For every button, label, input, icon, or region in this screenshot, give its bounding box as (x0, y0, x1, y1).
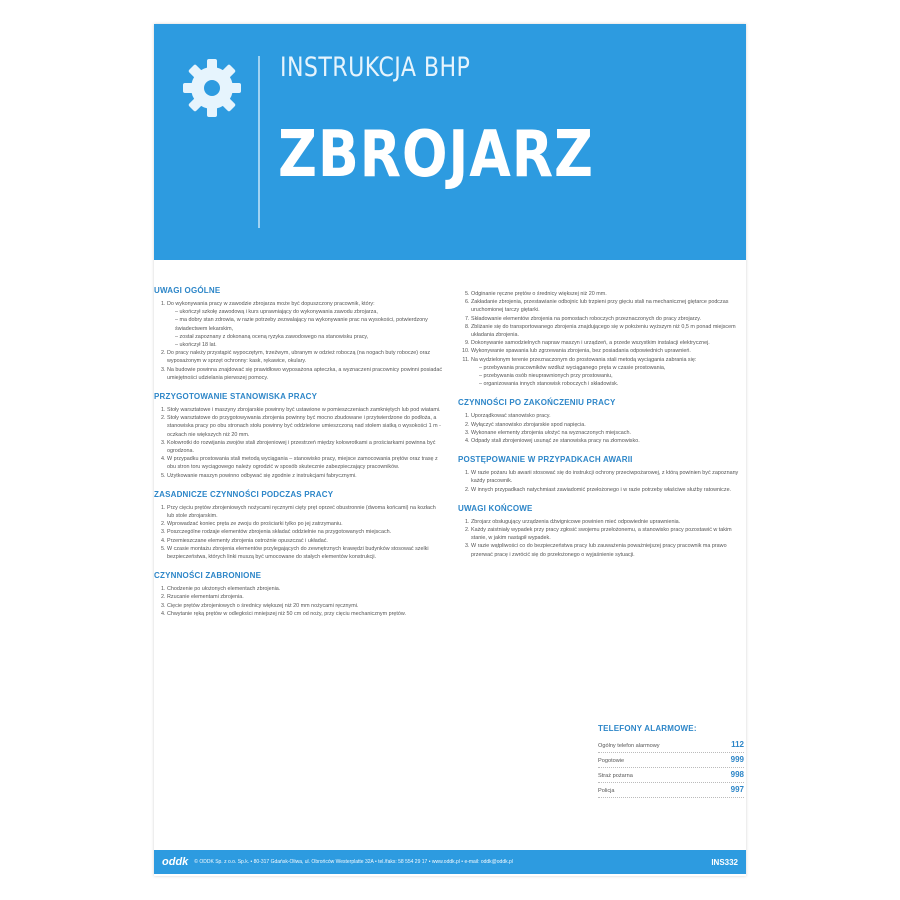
sub-item: – ukończył 18 lat. (175, 341, 444, 349)
list-item: 3. Wykonane elementy zbrojenia ułożyć na wyznaczonych miejscach. (471, 429, 744, 437)
phone-number: 998 (730, 770, 744, 779)
list-item: 2. Rzucanie elementami zbrojenia. (167, 593, 444, 601)
list-item: 5. Użytkowanie maszyn powinno odbywać się zgodnie z instrukcjami fabrycznymi. (167, 472, 444, 480)
list-item: 2. W innych przypadkach natychmiast zawiadomić przełożonego i w razie potrzeby właściwe służby ratownicze. (471, 486, 744, 494)
list-item: 3. Poszczególne rodzaje elementów zbrojenia składać oddzielnie na przygotowanych miejscach. (167, 528, 444, 536)
list-item: 3. W razie wątpliwości co do bezpieczeństwa pracy lub zauważenia poważniejszej pracy pracownik ma prawo przerwać pracę i zwrócić się do przełożonego o wyjaśnienie sytuacji. (471, 542, 744, 558)
list-forbidden-continued (458, 290, 744, 388)
list-item: 4. Przemieszczane elementy zbrojenia ostrożnie opuszczać i układać. (167, 537, 444, 545)
list-item: 3. Na budowie powinna znajdować się prawidłowo wyposażona apteczka, a wyznaczeni pracownicy powinni posiadać umiejętności udzielania pierwszej pomocy. (167, 366, 444, 382)
list-general (154, 300, 444, 382)
company-logo: oddk (162, 856, 189, 868)
sub-list (471, 364, 744, 389)
list-forbidden (154, 585, 444, 618)
left-column (154, 286, 444, 628)
list-item-text: Na wydzielonym terenie przeznaczonym do prostowania stali metodą wyciągania zabrania się: (471, 356, 697, 363)
footer-contact: © ODDK Sp. z o.o. Sp.k. • 80-317 Gdańsk-Oliwa, ul. Obrońców Westerplatte 32A • tel./faks: 58 554 29 17 • www.oddk.pl • e-mail: oddk@oddk.pl (194, 859, 513, 865)
list-item: 2. Do pracy należy przystąpić wypoczętym, trzeźwym, ubranym w odzież roboczą (na nogach buty robocze) oraz wyposażonym w sprzęt ochronny: kask, rękawice, okulary. (167, 349, 444, 365)
phone-row (598, 738, 744, 753)
gear-icon (180, 56, 244, 120)
list-item: 8. Zbliżanie się do transportowanego zbrojenia znajdującego się w położeniu wyższym niż 0,5 m ponad miejscem układania zbrojenia. (471, 323, 744, 339)
phone-label: Policja (598, 788, 615, 794)
document-title: ZBROJARZ (278, 118, 594, 192)
list-item: 7. Składowanie elementów zbrojenia na pomostach roboczych przeznaczonych do pracy zbrojarzy. (471, 315, 744, 323)
phone-label: Pogotowie (598, 758, 625, 764)
list-item: 4. Odpady stali zbrojeniowej usunąć ze stanowiska pracy na złomowisko. (471, 437, 744, 445)
phone-row (598, 768, 744, 783)
list-item: 1. Zbrojarz obsługujący urządzenia dźwignicowe powinien mieć odpowiednie uprawnienia. (471, 518, 744, 526)
phone-row (598, 783, 744, 798)
phone-number: 997 (730, 785, 744, 794)
list-item: 2. Wprowadzać koniec pręta ze zwoju do prościarki tylko po jej zatrzymaniu. (167, 520, 444, 528)
list-item: 2. Każdy zaistniały wypadek przy pracy zgłosić swojemu przełożonemu, a stanowisko pracy pozostawić w takim stanie, w jakim nastąpił wypadek. (471, 526, 744, 542)
list-item: 3. Kołowrotki do rozwijania zwojów stali zbrojeniowej i przestrzeń między kołowrotkami a prościarkami powinna być ogrodzona. (167, 439, 444, 455)
section-title-forbidden: CZYNNOŚCI ZABRONIONE (154, 571, 262, 581)
phones-title: TELEFONY ALARMOWE: (598, 724, 697, 733)
phone-label: Ogólny telefon alarmowy (598, 743, 660, 749)
sub-item: – przebywania pracowników wzdłuż wyciąganego pręta w czasie prostowania, (479, 364, 744, 372)
document-subtitle: INSTRUKCJA BHP (280, 52, 471, 83)
list-main (154, 504, 444, 561)
header-banner (154, 24, 746, 260)
section-title-preparation: PRZYGOTOWANIE STANOWISKA PRACY (154, 392, 318, 402)
sub-item: – został zapoznany z dokonaną oceną ryzyka zawodowego na stanowisku pracy, (175, 333, 444, 341)
phone-label: Straż pożarna (598, 773, 633, 779)
instruction-sheet (154, 24, 746, 876)
sub-list (167, 308, 444, 349)
list-preparation (154, 406, 444, 480)
header-divider (258, 56, 260, 228)
list-item: 1. Chodzenie po ułożonych elementach zbrojenia. (167, 585, 444, 593)
section-title-main: ZASADNICZE CZYNNOŚCI PODCZAS PRACY (154, 489, 334, 499)
list-item: 10. Wykonywanie spawania lub zgrzewania zbrojenia, bez posiadania odpowiednich uprawnień. (471, 347, 744, 355)
sub-item: – organizowania innych stanowisk roboczych i składowisk. (479, 380, 744, 388)
list-emergency (458, 469, 744, 494)
list-item: 4. Chwytanie ręką prętów w odległości mniejszej niż 50 cm od noży, przy cięciu mechanicznym prętów. (167, 610, 444, 618)
list-item-text: Do wykonywania pracy w zawodzie zbrojarza może być dopuszczony pracownik, który: (167, 301, 375, 307)
list-item: 1. W razie pożaru lub awarii stosować się do instrukcji ochrony przeciwpożarowej, z którą powinien być zapoznany każdy pracownik. (471, 469, 744, 485)
list-item: 3. Cięcie prętów zbrojeniowych o średnicy większej niż 20 mm nożycami ręcznymi. (167, 602, 444, 610)
sub-item: – przebywania osób nieuprawnionych przy prostowaniu, (479, 372, 744, 380)
section-title-after: CZYNNOŚCI PO ZAKOŃCZENIU PRACY (458, 398, 616, 408)
emergency-phones (598, 724, 744, 798)
section-title-final: UWAGI KOŃCOWE (458, 503, 533, 513)
list-after (458, 412, 744, 445)
section-title-general: UWAGI OGÓLNE (154, 286, 221, 295)
list-item: 5. W czasie montażu zbrojenia elementów przylegających do zewnętrznych krawędzi budynków stosować szelki bezpieczeństwa, których linki muszą być umocowane do stałych elementów konstrukcji. (167, 545, 444, 561)
footer-bar (154, 850, 746, 874)
document-code: INS332 (711, 857, 738, 867)
list-item: 9. Dokonywanie samodzielnych napraw maszyn i urządzeń, a przede wszystkim instalacji elektrycznej. (471, 339, 744, 347)
sub-item: – ma dobry stan zdrowia, w razie potrzeby zezwalający na wykonywanie prac na wysokości, potwierdzony świadectwem lekarskim, (175, 316, 444, 332)
section-title-emergency: POSTĘPOWANIE W PRZYPADKACH AWARII (458, 455, 633, 465)
list-final (458, 518, 744, 559)
list-item: 5. Odginanie ręczne prętów o średnicy większej niż 20 mm. (471, 290, 744, 298)
list-item (471, 356, 744, 389)
phone-number: 999 (730, 755, 744, 764)
phone-row (598, 753, 744, 768)
list-item: 2. Wyłączyć stanowisko zbrojarskie spod napięcia. (471, 421, 744, 429)
list-item: 6. Zakładanie zbrojenia, przestawianie odbojnic lub trzpieni przy gięciu stali na mechanicznej giętarce podczas uruchomionej tarczy giętarki. (471, 298, 744, 314)
list-item: 1. Uporządkować stanowisko pracy. (471, 412, 744, 420)
list-item: 2. Stoły warsztatowe do przygotowywania zbrojenia powinny być mocno zbudowane i przytwierdzone do podłoża, a stanowiska pracy po obu stronach stołu powinny być oddzielone umieszczoną nad stołem siatką o wysokości 1 m - oczkach nie większych niż 20 mm. (167, 414, 444, 439)
list-item: 1. Stoły warsztatowe i maszyny zbrojarskie powinny być ustawione w pomieszczeniach zamkniętych lub pod wiatami. (167, 406, 444, 414)
list-item: 4. W przypadku prostowania stali metodą wyciągania – stanowisko pracy, miejsce zamocowania prętów oraz trasę z obu stron toru wyciągowego należy ogrodzić w sposób skutecznie zabezpieczający pracowników. (167, 455, 444, 471)
list-item: 1. Przy cięciu prętów zbrojeniowych nożycami ręcznymi cięty pręt oprzeć obustronnie (dwoma końcami) na kozłach lub stole zbrojarskim. (167, 504, 444, 520)
right-column (458, 290, 744, 569)
sub-item: – ukończył szkołę zawodową i kurs uprawniający do wykonywania zawodu zbrojarza, (175, 308, 444, 316)
phone-number: 112 (731, 740, 744, 749)
list-item (167, 300, 444, 349)
